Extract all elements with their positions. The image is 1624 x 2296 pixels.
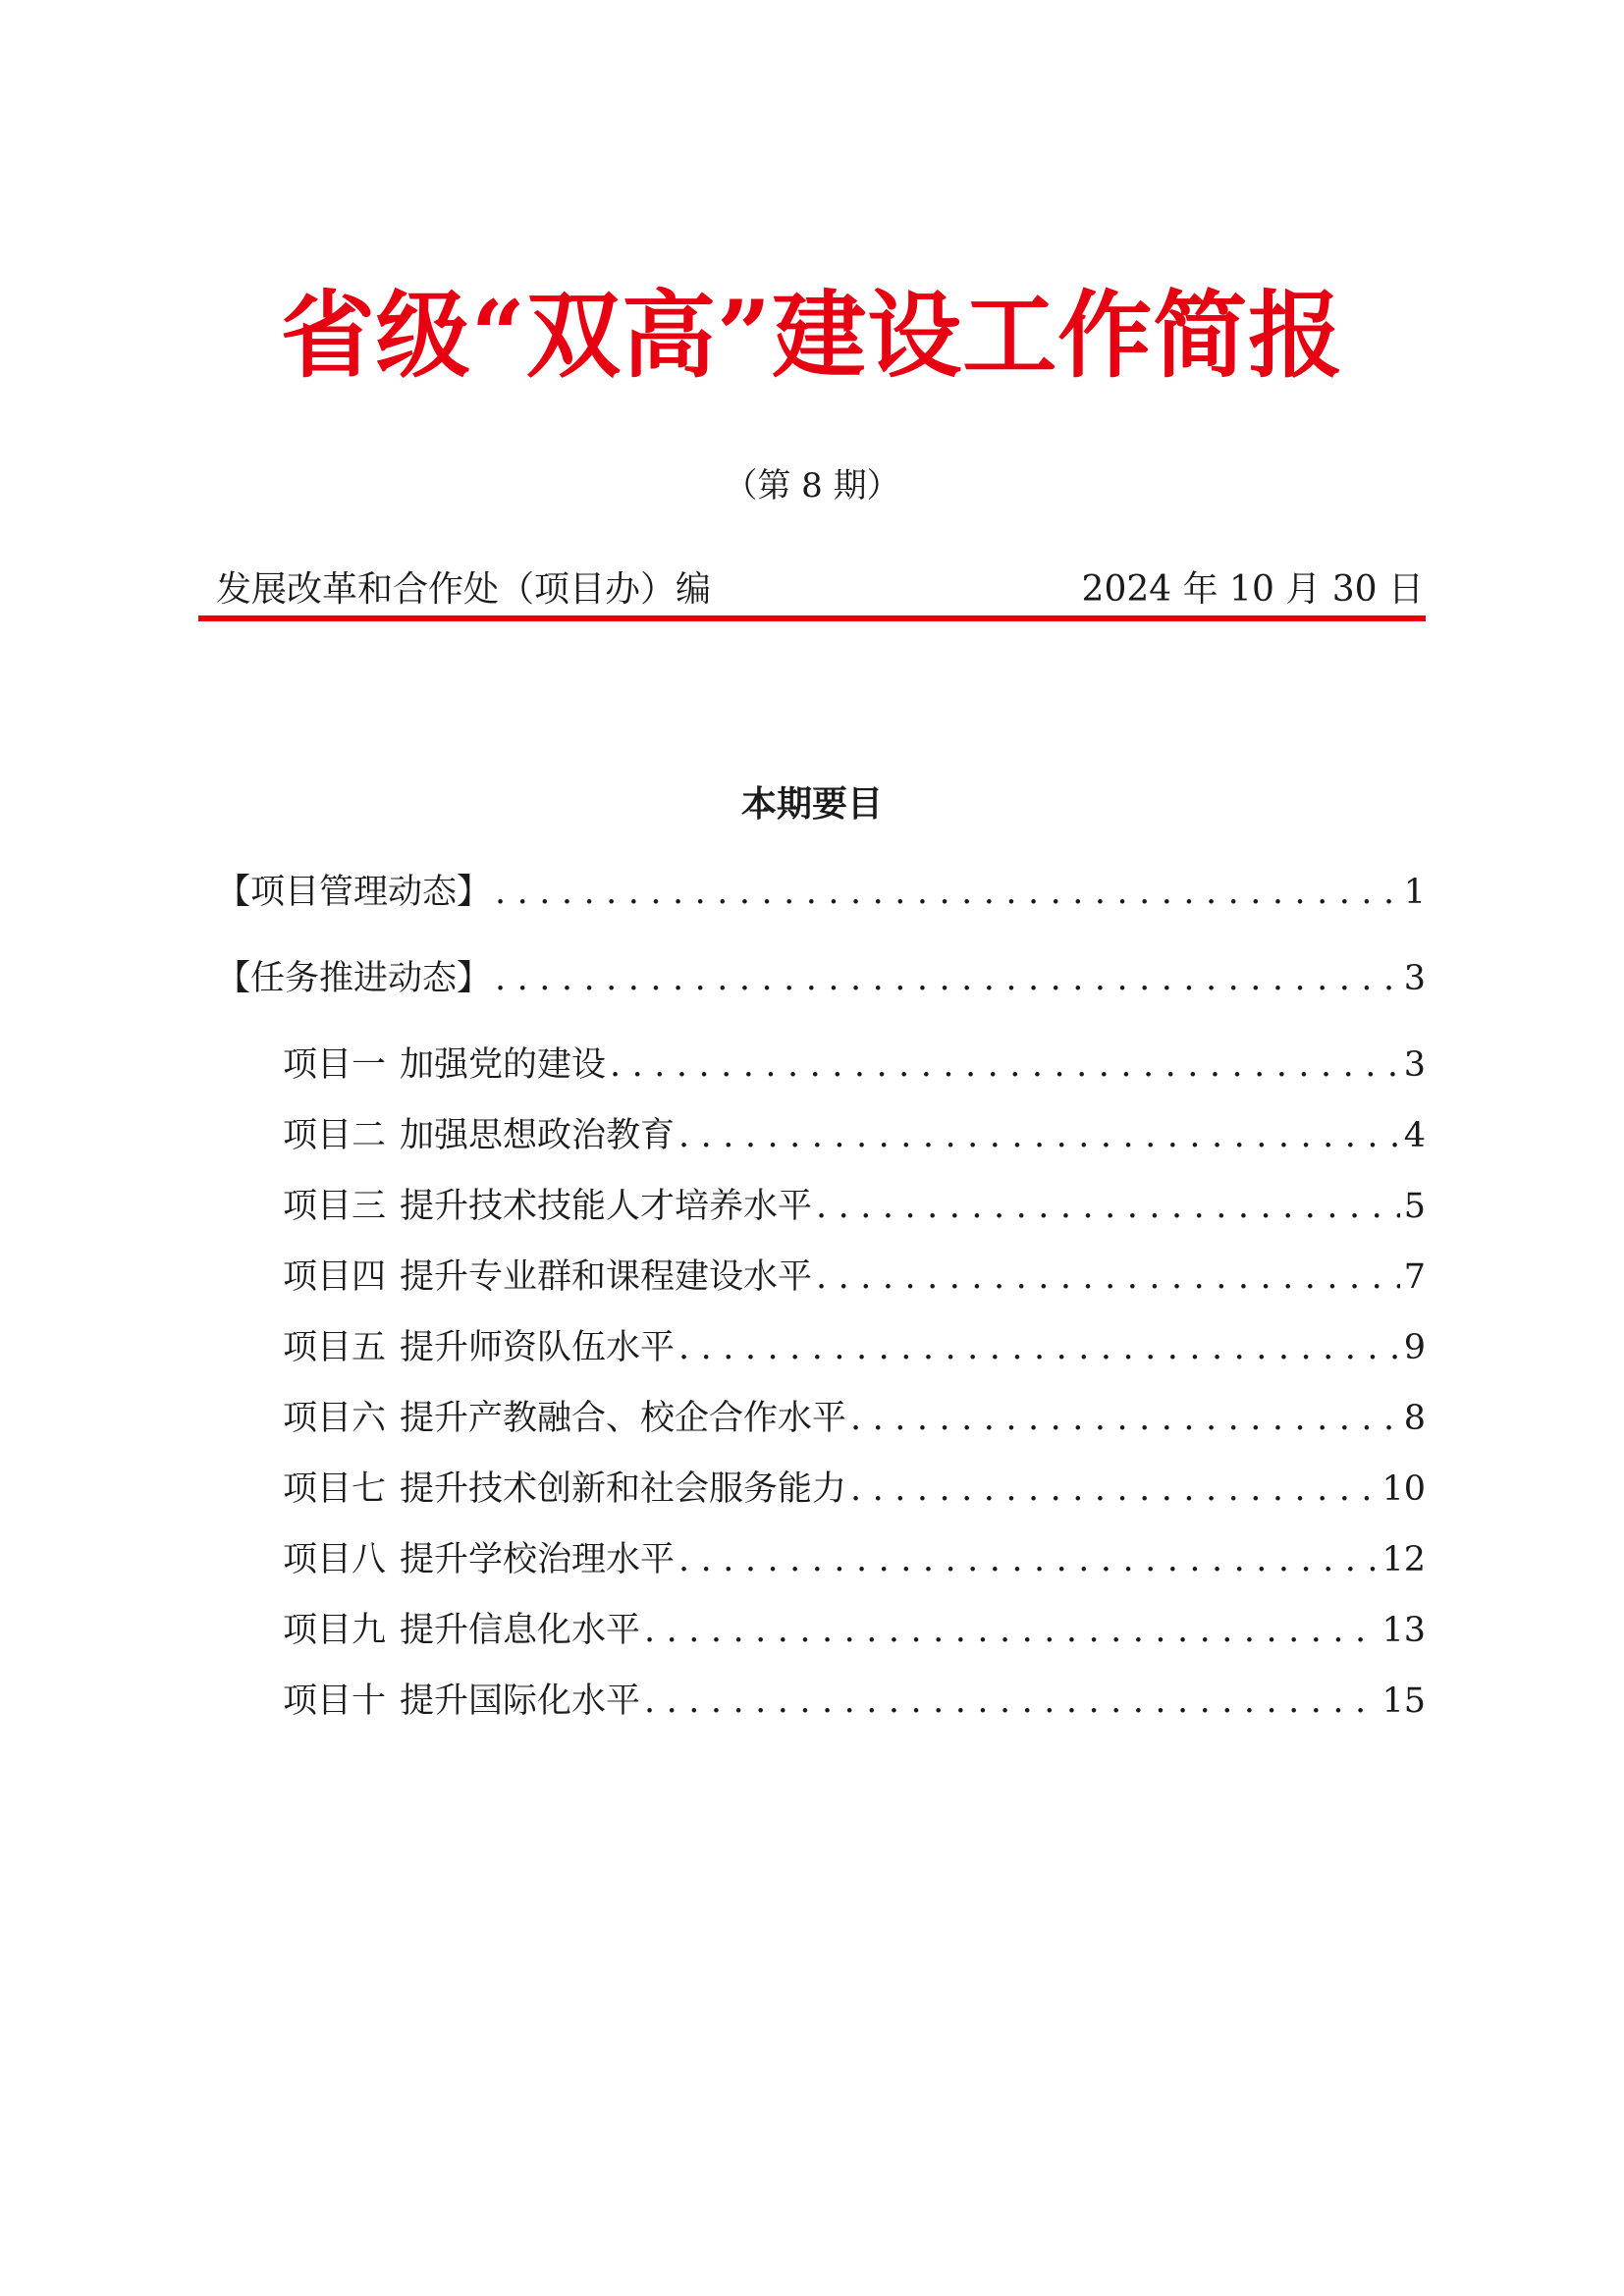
toc-dot-leader [678, 1533, 1378, 1586]
toc-dot-leader [495, 866, 1400, 919]
toc-dot-leader [850, 1463, 1378, 1516]
toc-item-prefix: 项目七 [283, 1469, 387, 1509]
toc-item-prefix: 项目十 [283, 1682, 387, 1721]
toc-page-number: 4 [1403, 1116, 1426, 1155]
toc-item-label: 提升技术创新和社会服务能力 [400, 1469, 847, 1509]
toc-item-row[interactable] [283, 1604, 1426, 1657]
toc-item-label: 提升国际化水平 [400, 1682, 641, 1721]
toc-item-label: 加强党的建设 [400, 1045, 607, 1085]
toc-item-row[interactable] [283, 1463, 1426, 1516]
toc-dot-leader [644, 1675, 1378, 1728]
toc-dot-leader [678, 1321, 1400, 1374]
toc-page-number: 10 [1381, 1469, 1426, 1509]
toc-title: 本期要目 [740, 784, 883, 825]
toc-item-row[interactable] [283, 1675, 1426, 1728]
toc-section-label: 【项目管理动态】 [216, 873, 492, 912]
toc-page-number: 1 [1403, 873, 1426, 912]
toc-item-row[interactable] [283, 1251, 1426, 1304]
toc-section-row[interactable] [216, 952, 1426, 1005]
toc-item-label: 提升师资队伍水平 [400, 1328, 676, 1367]
toc-dot-leader [644, 1604, 1378, 1657]
toc-page-number: 5 [1403, 1187, 1426, 1226]
toc-item-row[interactable] [283, 1039, 1426, 1092]
toc-page-number: 3 [1403, 959, 1426, 998]
toc-dot-leader [678, 1109, 1400, 1162]
toc-dot-leader [610, 1039, 1400, 1092]
toc-item-row[interactable] [283, 1392, 1426, 1445]
toc-page-number: 7 [1403, 1257, 1426, 1297]
toc-page-number: 15 [1381, 1682, 1426, 1721]
toc-item-prefix: 项目六 [283, 1399, 387, 1438]
toc-dot-leader [816, 1180, 1400, 1233]
toc-item-prefix: 项目五 [283, 1328, 387, 1367]
publish-date: 2024 年 10 月 30 日 [1081, 569, 1424, 610]
toc-item-label: 提升技术技能人才培养水平 [400, 1187, 813, 1226]
toc-item-label: 提升专业群和课程建设水平 [400, 1257, 813, 1297]
toc-item-label: 提升信息化水平 [400, 1611, 641, 1650]
toc-page-number: 3 [1403, 1045, 1426, 1085]
toc-dot-leader [495, 952, 1400, 1005]
toc-item-label: 加强思想政治教育 [400, 1116, 676, 1155]
toc-dot-leader [816, 1251, 1400, 1304]
toc-item-label: 提升产教融合、校企合作水平 [400, 1399, 847, 1438]
editor-department: 发展改革和合作处（项目办）编 [216, 569, 712, 610]
issue-number: （第 8 期） [724, 466, 900, 506]
toc-section-label: 【任务推进动态】 [216, 959, 492, 998]
toc-item-row[interactable] [283, 1321, 1426, 1374]
toc-item-prefix: 项目三 [283, 1187, 387, 1226]
toc-page-number: 8 [1403, 1399, 1426, 1438]
toc-dot-leader [850, 1392, 1400, 1445]
toc-item-prefix: 项目九 [283, 1611, 387, 1650]
toc-page-number: 9 [1403, 1328, 1426, 1367]
toc-item-row[interactable] [283, 1180, 1426, 1233]
toc-section-row[interactable] [216, 866, 1426, 919]
toc-item-prefix: 项目一 [283, 1045, 387, 1085]
toc-item-prefix: 项目八 [283, 1540, 387, 1579]
toc-page-number: 12 [1381, 1540, 1426, 1579]
toc-item-row[interactable] [283, 1109, 1426, 1162]
toc-page-number: 13 [1381, 1611, 1426, 1650]
toc-item-prefix: 项目四 [283, 1257, 387, 1297]
toc-item-row[interactable] [283, 1533, 1426, 1586]
toc-item-prefix: 项目二 [283, 1116, 387, 1155]
toc-item-label: 提升学校治理水平 [400, 1540, 676, 1579]
masthead-title: 省级“双高”建设工作简报 [280, 280, 1344, 391]
